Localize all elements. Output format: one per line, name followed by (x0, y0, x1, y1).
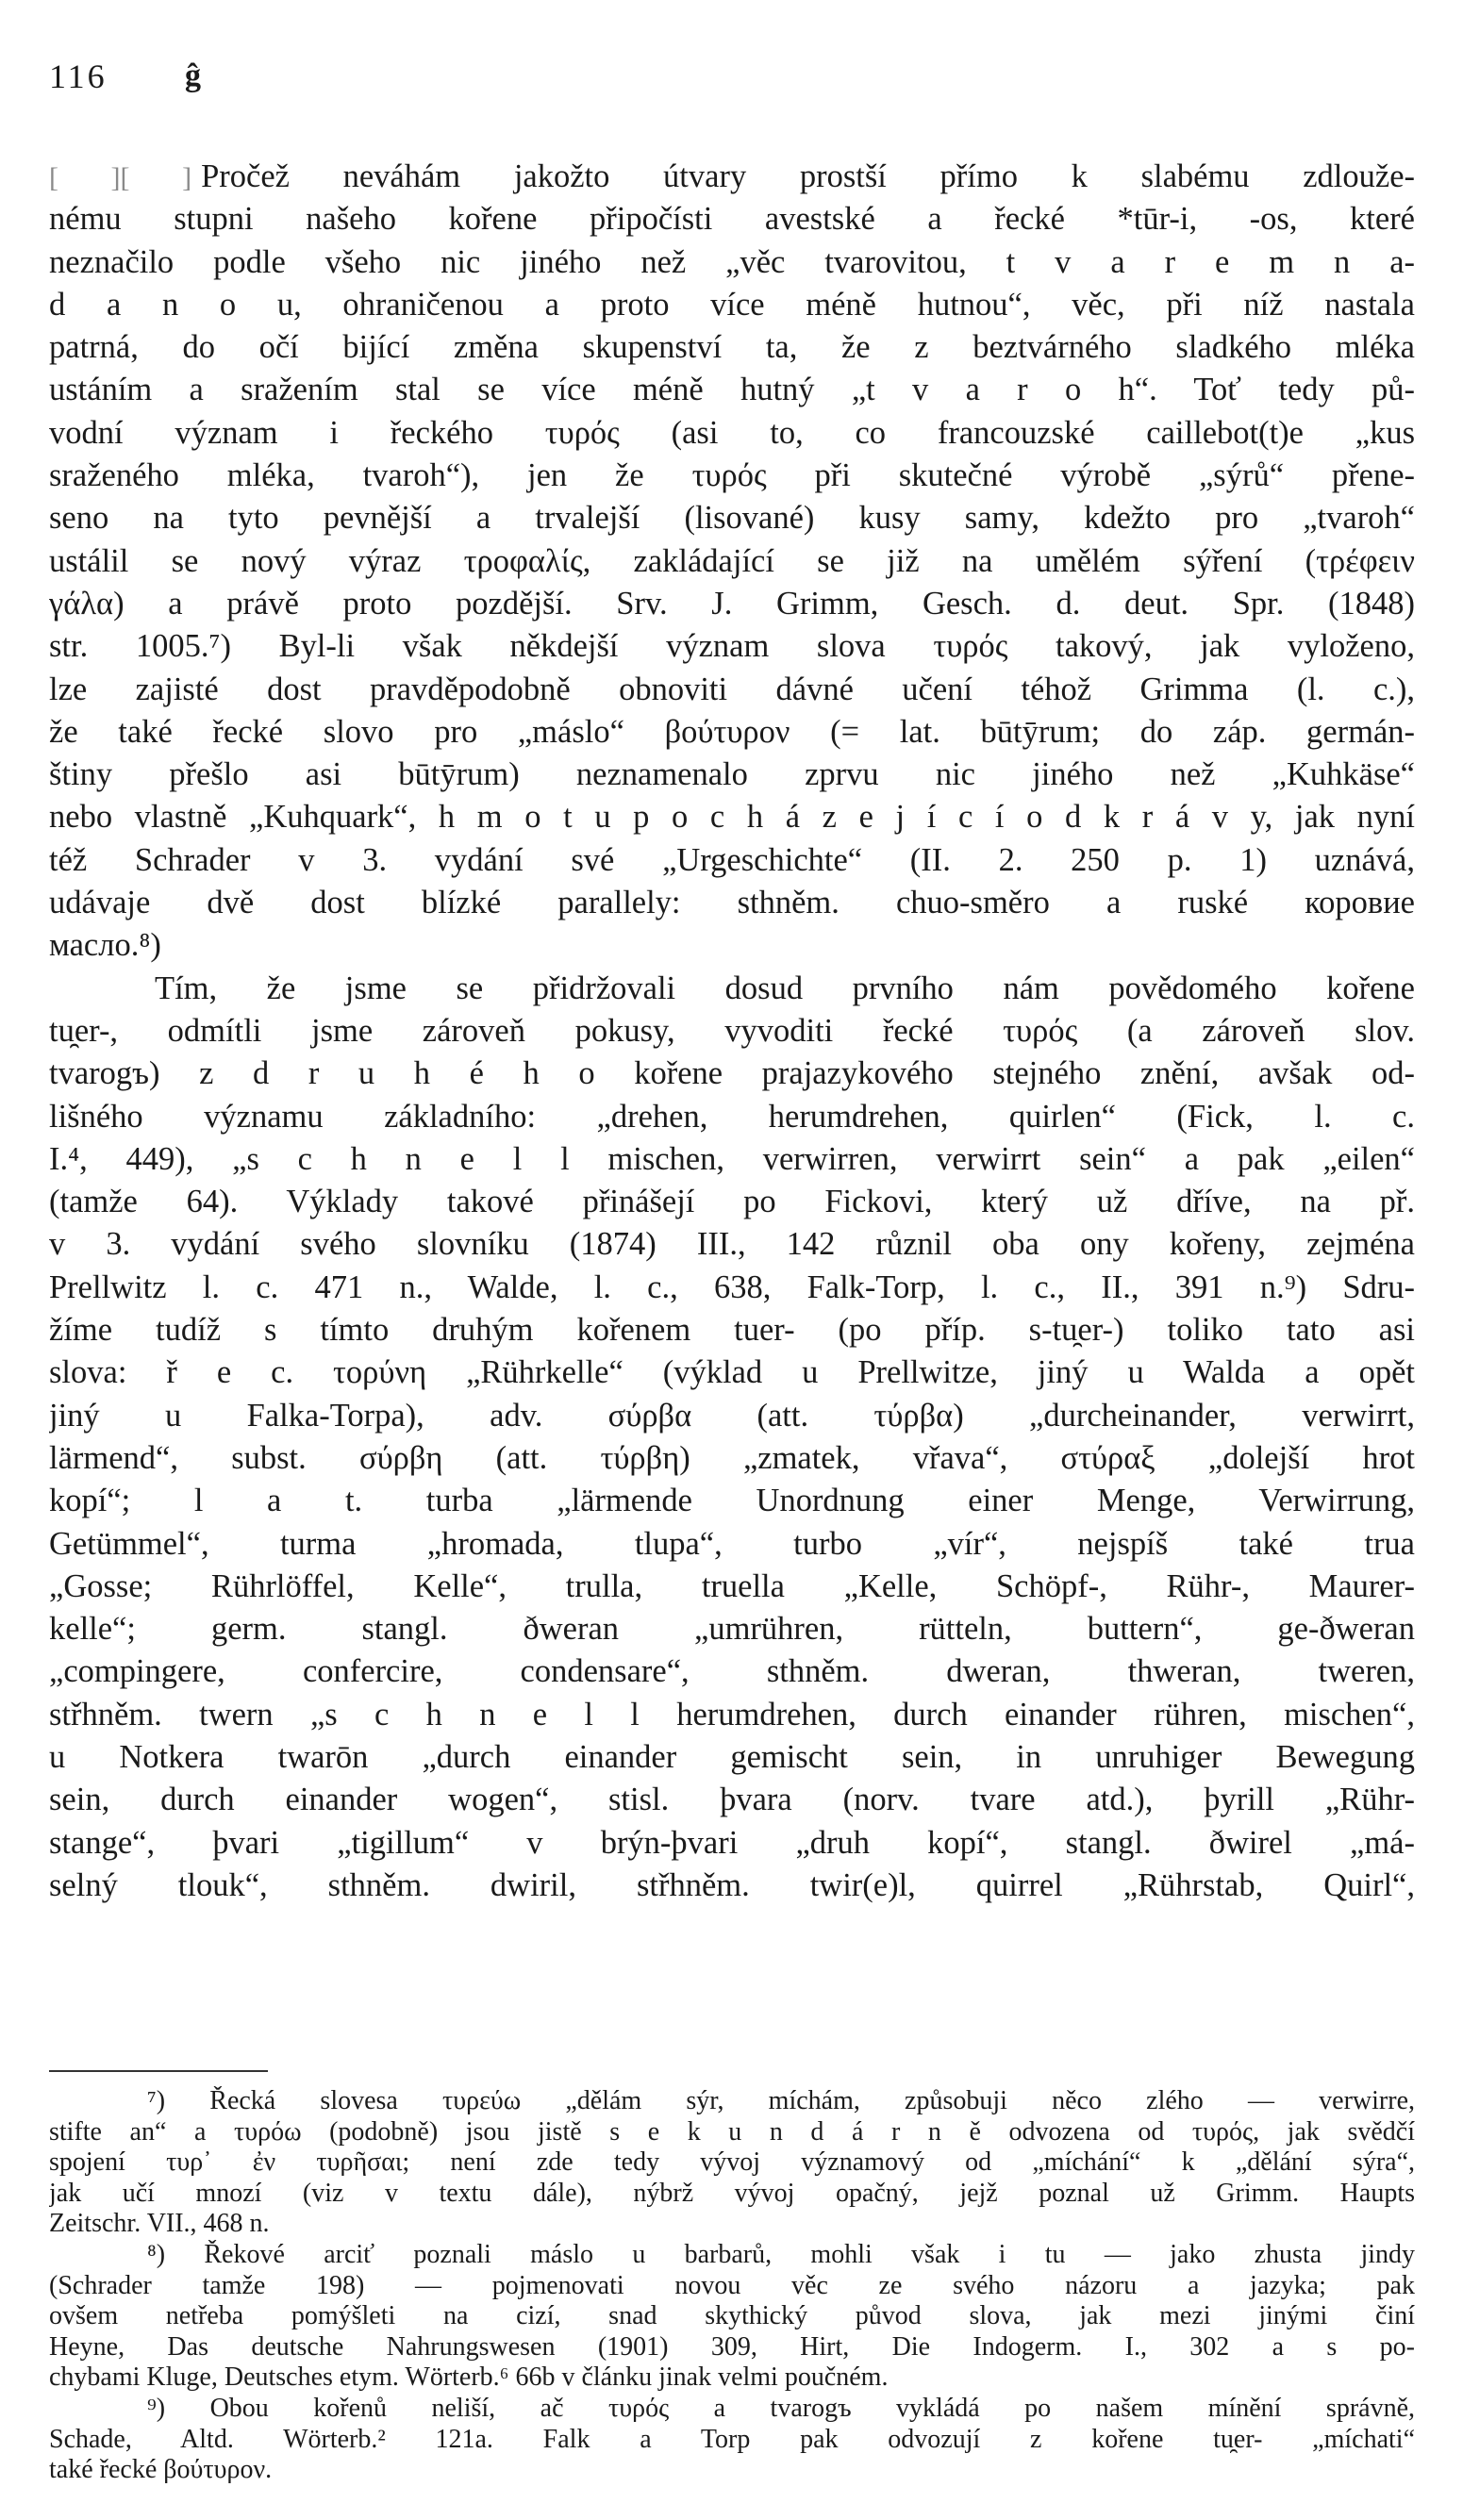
text-line: „compingere, confercire, condensare“, sthněm. dweran, thweran, tweren, (49, 1653, 1415, 1690)
text-line: tvarogъ) z d r u h é h o kořene prajazykového stejného znění, avšak od- (49, 1055, 1415, 1092)
footnote-line: Schade, Altd. Wörterb.² 121a. Falk a Torp pak odvozují z kořene tu̯er- „míchati“ (49, 2424, 1415, 2454)
text-line: že také řecké slovo pro „máslo“ βούτυρον (= lat. būtȳrum; do záp. germán- (49, 713, 1415, 750)
text-line: u Notkera twarōn „durch einander gemischt sein, in unruhiger Bewegung (49, 1738, 1415, 1775)
main-text (49, 156, 1415, 1907)
text-line: масло.⁸) (49, 927, 161, 964)
text-line: tu̯er-, odmítli jsme zároveň pokusy, vyvoditi řecké τυρός (a zároveň slov. (49, 1012, 1415, 1049)
text-line: ustálil se nový výraz τροφαλίς, zakládající se již na umělém sýření (τρέφειν (49, 542, 1415, 579)
header-mark: ĝ (185, 58, 201, 93)
text-line: (tamže 64). Výklady takové přinášejí po Fickovi, který už dříve, na př. (49, 1184, 1415, 1220)
page-number: 116 (49, 58, 108, 95)
text-line: též Schrader v 3. vydání své „Urgeschichte“ (II. 2. 250 p. 1) uznává, (49, 841, 1415, 878)
text-line: žíme tudíž s tímto druhým kořenem tuer- (po příp. s-tu̯er-) toliko tato asi (49, 1312, 1415, 1349)
text-line: I.⁴, 449), „s c h n e l l mischen, verwirren, verwirrt sein“ a pak „eilen“ (49, 1140, 1415, 1177)
text-line: v 3. vydání svého slovníku (1874) III., 142 různil oba ony kořeny, zejména (49, 1226, 1415, 1263)
text-line: Getümmel“, turma „hromada, tlupa“, turbo „vír“, nejspíš také trua (49, 1525, 1415, 1562)
footnote-divider (49, 2070, 268, 2072)
text-line: kelle“; germ. stangl. ðweran „umrühren, rütteln, buttern“, ge-ðweran (49, 1611, 1415, 1648)
text-line: slova: ř e c. τορύνη „Rührkelle“ (výklad u Prellwitze, jiný u Walda a opět (49, 1354, 1415, 1391)
text-line: ustáním a sražením stal se více méně hutný „t v a r o h“. Toť tedy pů- (49, 372, 1415, 408)
text-line: [ ][ ] Pročež neváhám jakožto útvary prostší přímo k slabému zdlouže- (49, 158, 1415, 194)
footnote-line: stifte an“ a τυρόω (podobně) jsou jistě s e k u n d á r n ě odvozena od τυρός, jak svědčí (49, 2116, 1415, 2147)
text-line: selný tlouk“, sthněm. dwiril, střhněm. twir(e)l, quirrel „Rührstab, Quirl“, (49, 1866, 1415, 1903)
text-line: Prellwitz l. c. 471 n., Walde, l. c., 638, Falk-Torp, l. c., II., 391 n.⁹) Sdru- (49, 1268, 1415, 1305)
footnote-line: (Schrader tamže 198) — pojmenovati novou věc ze svého názoru a jazyka; pak (49, 2270, 1415, 2300)
text-line: Tím, že jsme se přidržovali dosud prvního nám povědomého kořene (155, 970, 1415, 1006)
text-line: sraženého mléka, tvaroh“), jen že τυρός při skutečné výrobě „sýrů“ přene- (49, 457, 1415, 494)
text-line: štiny přešlo asi būtȳrum) neznamenalo zprvu nic jiného než „Kuhkäse“ (49, 756, 1415, 793)
text-line: d a n o u, ohraničenou a proto více méně hutnou“, věc, při níž nastala (49, 286, 1415, 323)
footnote-line: ⁸) Řekové arciť poznali máslo u barbarů, mohli však i tu — jako zhusta jindy (147, 2239, 1415, 2269)
footnote-line: ovšem netřeba pomýšleti na cizí, snad skythický původ slova, jak mezi jinými činí (49, 2301, 1415, 2331)
text-line: str. 1005.⁷) Byl-li však někdejší význam slova τυρός takový, jak vyloženo, (49, 628, 1415, 665)
text-line: lärmend“, subst. σύρβη (att. τύρβη) „zmatek, vřava“, στύραξ „dolejší hrot (49, 1439, 1415, 1476)
text-line: kopí“; l a t. turba „lärmende Unordnung einer Menge, Verwirrung, (49, 1483, 1415, 1519)
footnote-line: ⁹) Obou kořenů neliší, ač τυρός a tvarogъ vykládá po našem mínění správně, (147, 2393, 1415, 2423)
text-line: neznačilo podle všeho nic jiného než „věc tvarovitou, t v a r e m n a- (49, 243, 1415, 280)
text-line: nebo vlastně „Kuhquark“, h m o t u p o c h á z e j í c í o d k r á v y, jak nyní (49, 799, 1415, 836)
text-line: „Gosse; Rührlöffel, Kelle“, trulla, truella „Kelle, Schöpf-, Rühr-, Maurer- (49, 1567, 1415, 1604)
text-line: střhněm. twern „s c h n e l l herumdrehen, durch einander rühren, mischen“, (49, 1696, 1415, 1732)
text-line: lze zajisté dost pravděpodobně obnoviti dávné učení téhož Grimma (l. c.), (49, 671, 1415, 707)
paragraph-mark: [ ][ ] (49, 162, 192, 193)
footnote-line: ⁷) Řecká slovesa τυρεύω „dělám sýr, míchám, způsobuji něco zlého — verwirre, (147, 2086, 1415, 2115)
footnote-line: také řecké βούτυρον. (49, 2455, 273, 2485)
text-line: lišného významu základního: „drehen, herumdrehen, quirlen“ (Fick, l. c. (49, 1098, 1415, 1135)
text-line: patrná, do očí bijící změna skupenství ta, že z beztvárného sladkého mléka (49, 329, 1415, 366)
text-line: sein, durch einander wogen“, stisl. þvara (norv. tvare atd.), þyrill „Rühr- (49, 1782, 1415, 1818)
footnotes (49, 2086, 1415, 2486)
text-line: udávaje dvě dost blízké parallely: sthněm. chuo-směro a ruské коровие (49, 885, 1415, 921)
text-line: jiný u Falka-Torpa), adv. σύρβα (att. τύρβα) „durcheinander, verwirrt, (49, 1397, 1415, 1434)
text-line: stange“, þvari „tigillum“ v brýn-þvari „druh kopí“, stangl. ðwirel „má- (49, 1824, 1415, 1861)
footnote-line: jak učí mnozí (viz v textu dále), nýbrž vývoj opačný, jejž poznal už Grimm. Haupts (49, 2178, 1415, 2208)
text-line: γάλα) a právě proto pozdější. Srv. J. Grimm, Gesch. d. deut. Spr. (1848) (49, 585, 1415, 622)
text-line: seno na tyto pevnější a trvalejší (lisované) kusy samy, kdežto pro „tvaroh“ (49, 500, 1415, 537)
footnote-line: Heyne, Das deutsche Nahrungswesen (1901) 309, Hirt, Die Indogerm. I., 302 a s po- (49, 2331, 1415, 2362)
footnote-line: chybami Kluge, Deutsches etym. Wörterb.⁶ 66b v článku jinak velmi poučném. (49, 2362, 889, 2393)
text-line: nému stupni našeho kořene připočísti avestské a řecké *tūr-i, -os, které (49, 201, 1415, 238)
text-line: vodní význam i řeckého τυρός (asi to, co francouzské caillebot(t)e „kus (49, 414, 1415, 451)
footnote-line: Zeitschr. VII., 468 n. (49, 2209, 270, 2239)
footnote-line: spojení τυρ᾽ ἐν τυρῆσαι; není zde tedy vývoj významový od „míchání“ k „dělání sýra“, (49, 2147, 1415, 2178)
